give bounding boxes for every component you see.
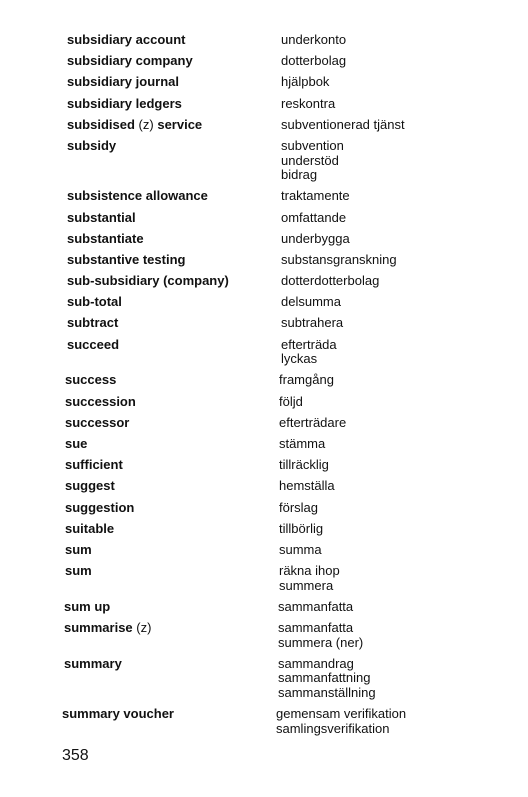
entry-translation: tillbörlig bbox=[279, 520, 324, 536]
entry-translations bbox=[281, 118, 405, 133]
entry-row bbox=[67, 33, 464, 48]
entry-term-text: sum up bbox=[64, 598, 111, 614]
entry-term-text: sum bbox=[65, 563, 92, 579]
entry-translation: stämma bbox=[279, 435, 326, 451]
entry-translations bbox=[281, 274, 379, 289]
entry-translations bbox=[279, 522, 323, 537]
entry-translation: subtrahera bbox=[281, 315, 344, 331]
entry-translations bbox=[281, 232, 350, 247]
entry-row bbox=[67, 75, 464, 90]
entry-term-note: (z) bbox=[136, 620, 152, 636]
entry-row bbox=[65, 373, 464, 388]
entry-row bbox=[67, 316, 464, 331]
entry-term bbox=[67, 211, 281, 226]
entry-translations bbox=[281, 33, 346, 48]
entry-translation: följd bbox=[279, 393, 303, 409]
entry-term-text: subsidiary company bbox=[67, 53, 193, 69]
entry-term-text: subsidy bbox=[67, 137, 117, 153]
entry-translation: hjälpbok bbox=[281, 74, 330, 90]
entry-translation: sammanfattning bbox=[278, 670, 371, 686]
entry-term bbox=[67, 316, 281, 331]
entry-term-text: substantiate bbox=[67, 230, 144, 246]
entry-term-text: summary bbox=[64, 655, 122, 671]
entry-term-text: success bbox=[65, 372, 117, 388]
entry-term-text: sub-total bbox=[67, 294, 122, 310]
entry-translation: sammanfatta bbox=[278, 598, 354, 614]
entry-term bbox=[62, 707, 276, 722]
entry-term-text: substantial bbox=[67, 209, 136, 225]
entry-translations bbox=[276, 707, 406, 736]
entry-translation: bidrag bbox=[281, 167, 318, 183]
entry-translations bbox=[279, 458, 329, 473]
entry-translation: gemensam verifikation bbox=[276, 706, 407, 722]
entry-term bbox=[67, 232, 281, 247]
entry-translations bbox=[281, 97, 335, 112]
entry-term bbox=[65, 458, 279, 473]
entry-translations bbox=[281, 316, 343, 331]
entry-term-text: subsidised bbox=[67, 116, 135, 132]
entry-term-text: successor bbox=[65, 414, 130, 430]
entry-translations bbox=[279, 501, 318, 516]
entry-row bbox=[67, 274, 464, 289]
entry-term-text: suggestion bbox=[65, 499, 135, 515]
entry-term-text: succeed bbox=[67, 336, 120, 352]
entry-term bbox=[64, 621, 278, 636]
entry-term-text: substantive testing bbox=[67, 251, 186, 267]
entry-term-text: sufficient bbox=[65, 457, 123, 473]
entry-row bbox=[64, 600, 464, 615]
entry-term bbox=[67, 189, 281, 204]
entry-translation: lyckas bbox=[281, 351, 318, 367]
entry-translations bbox=[281, 189, 350, 204]
entry-row bbox=[67, 253, 464, 268]
entry-translations bbox=[278, 600, 353, 615]
entry-row bbox=[65, 479, 464, 494]
entry-term-text: subsistence allowance bbox=[67, 188, 208, 204]
entry-translation: efterträdare bbox=[279, 414, 347, 430]
entry-term bbox=[67, 118, 281, 133]
entry-term bbox=[65, 416, 279, 431]
entry-row bbox=[67, 97, 464, 112]
entry-translation: summera (ner) bbox=[278, 634, 364, 650]
entry-translation: underkonto bbox=[281, 32, 347, 47]
entry-translations bbox=[278, 621, 363, 650]
entry-row bbox=[65, 416, 464, 431]
entry-term-text: sum bbox=[65, 541, 92, 557]
entry-term bbox=[67, 295, 281, 310]
entry-row bbox=[65, 543, 464, 558]
entry-row bbox=[67, 54, 464, 69]
entry-translation: traktamente bbox=[281, 188, 350, 204]
entry-term-note: (z) bbox=[138, 116, 154, 132]
entry-term-text: subsidiary ledgers bbox=[67, 95, 182, 111]
entry-row bbox=[65, 395, 464, 410]
entry-term bbox=[65, 373, 279, 388]
entry-term-text: suggest bbox=[65, 478, 115, 494]
entry-term-text: summarise bbox=[64, 620, 133, 636]
entry-row bbox=[67, 232, 464, 247]
entry-term bbox=[67, 75, 281, 90]
entry-term-text: subsidiary journal bbox=[67, 74, 179, 90]
entry-translations bbox=[279, 416, 346, 431]
entry-term bbox=[67, 54, 281, 69]
entry-translations bbox=[279, 373, 334, 388]
entry-term bbox=[67, 253, 281, 268]
entry-translation: sammanfatta bbox=[278, 620, 354, 636]
entry-translation: substansgranskning bbox=[281, 251, 397, 267]
entry-translation: understöd bbox=[281, 152, 339, 168]
entry-row bbox=[67, 118, 464, 133]
entry-translation: framgång bbox=[279, 372, 334, 388]
entry-translation: sammanställning bbox=[278, 685, 376, 701]
entry-term bbox=[64, 600, 278, 615]
entry-translation: hemställa bbox=[279, 478, 335, 494]
entry-term-suffix: service bbox=[157, 116, 203, 132]
entry-translations bbox=[281, 211, 346, 226]
entry-translation: samlingsverifikation bbox=[276, 720, 390, 736]
entry-row bbox=[65, 437, 464, 452]
entry-translation: förslag bbox=[279, 499, 319, 515]
entry-translations bbox=[281, 54, 346, 69]
entry-term-text: subsidiary account bbox=[67, 32, 186, 47]
entry-translations bbox=[279, 479, 335, 494]
entry-term bbox=[65, 479, 279, 494]
entry-term bbox=[64, 657, 278, 672]
entry-translation: subventionerad tjänst bbox=[281, 116, 405, 132]
entry-translations bbox=[281, 338, 337, 367]
entry-translations bbox=[281, 295, 341, 310]
entry-translation: sammandrag bbox=[278, 655, 354, 671]
entry-row bbox=[64, 621, 464, 650]
entry-translations bbox=[279, 564, 340, 593]
entry-translations bbox=[279, 437, 325, 452]
entry-row bbox=[65, 501, 464, 516]
entry-term-text: summary voucher bbox=[62, 706, 174, 722]
entry-translations bbox=[278, 657, 376, 701]
entry-term bbox=[67, 33, 281, 48]
entry-translation: efterträda bbox=[281, 336, 337, 352]
entry-term bbox=[65, 501, 279, 516]
entry-row bbox=[67, 295, 464, 310]
entry-term-text: subtract bbox=[67, 315, 119, 331]
entry-translation: summa bbox=[279, 541, 322, 557]
entry-term bbox=[65, 437, 279, 452]
page-number: 358 bbox=[62, 747, 89, 764]
entry-row bbox=[67, 211, 464, 226]
entry-list bbox=[64, 33, 464, 736]
entry-term bbox=[67, 338, 281, 353]
entry-row bbox=[64, 657, 464, 701]
entry-row bbox=[67, 139, 464, 183]
entry-term-text: sub-subsidiary (company) bbox=[67, 273, 229, 289]
entry-translations bbox=[281, 139, 344, 183]
entry-row bbox=[65, 564, 464, 593]
entry-term bbox=[67, 139, 281, 154]
entry-term-text: suitable bbox=[65, 520, 115, 536]
entry-translation: dotterdotterbolag bbox=[281, 273, 380, 289]
entry-term bbox=[65, 522, 279, 537]
entry-translation: reskontra bbox=[281, 95, 336, 111]
entry-row bbox=[67, 189, 464, 204]
entry-translation: subvention bbox=[281, 137, 344, 153]
entry-row bbox=[62, 707, 464, 736]
entry-translations bbox=[279, 543, 322, 558]
entry-translation: tillräcklig bbox=[279, 457, 329, 473]
entry-translations bbox=[279, 395, 303, 410]
entry-term bbox=[67, 97, 281, 112]
entry-translations bbox=[281, 253, 397, 268]
entry-term bbox=[65, 564, 279, 579]
entry-translation: summera bbox=[279, 577, 334, 593]
entry-translation: underbygga bbox=[281, 230, 350, 246]
entry-translation: räkna ihop bbox=[279, 563, 340, 579]
entry-term bbox=[65, 395, 279, 410]
entry-term-text: sue bbox=[65, 435, 88, 451]
entry-term bbox=[67, 274, 281, 289]
entry-row bbox=[65, 522, 464, 537]
entry-translation: omfattande bbox=[281, 209, 347, 225]
entry-term-text: succession bbox=[65, 393, 136, 409]
entry-row bbox=[65, 458, 464, 473]
entry-translation: dotterbolag bbox=[281, 53, 347, 69]
entry-translation: delsumma bbox=[281, 294, 341, 310]
entry-row bbox=[67, 338, 464, 367]
entry-translations bbox=[281, 75, 329, 90]
entry-term bbox=[65, 543, 279, 558]
